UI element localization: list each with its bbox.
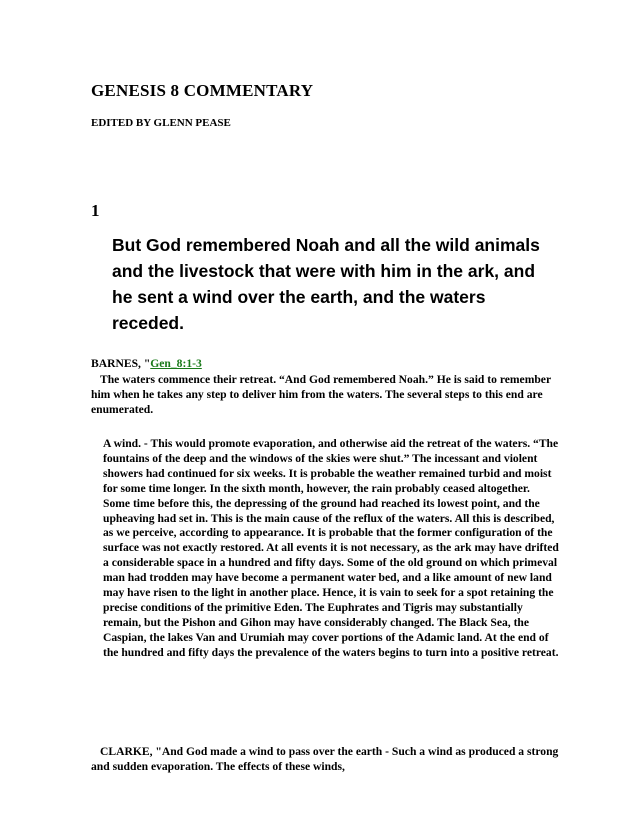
scripture-reference-link[interactable]: Gen_8:1-3 bbox=[150, 357, 202, 370]
barnes-commentary-body bbox=[103, 437, 559, 661]
barnes-body-paragraph: A wind. - This would promote evaporation, and otherwise aid the retreat of the waters. “The fountains of the deep and the windows of the skies were shut.” The incessant and violent showers had continued for six weeks. It is probable the weather remained turbid and moist for some time longer. In the sixth month, however, the rain probably ceased altogether. Some time before this, the depressing of the ground had reached its lowest point, and the upheaving had set in. This is the main cause of the reflux of the waters. All this is described, as we perceive, according to appearance. It is probable that the former configuration of the surface was not exactly restored. At all events it is not necessary, as the ark may have drifted a considerable space in a hundred and fifty days. Some of the old ground on which primeval man had trodden may have become a permanent water bed, and a like amount of new land may have risen to the light in another place. Hence, it is vain to seek for a spot retaining the precise conditions of the primitive Eden. The Euphrates and Tigris may substantially remain, but the Pishon and Gihon may have considerably changed. The Black Sea, the Caspian, the lakes Van and Urumiah may cover portions of the Adamic land. At the end of the hundred and fifty days the prevalence of the waters begins to turn into a positive retreat. bbox=[103, 437, 559, 659]
clarke-commentary bbox=[91, 745, 561, 775]
barnes-heading bbox=[91, 357, 561, 372]
barnes-prefix: BARNES, " bbox=[91, 357, 151, 370]
page-title: GENESIS 8 COMMENTARY bbox=[91, 81, 314, 100]
verse-text: But God remembered Noah and all the wild animals and the livestock that were with him in the ark, and he sent a wind over the earth, and the waters receded. bbox=[112, 235, 540, 333]
clarke-paragraph: CLARKE, "And God made a wind to pass over the earth - Such a wind as produced a strong and sudden evaporation. The effects of these winds, bbox=[91, 745, 559, 773]
editor-credit: EDITED BY GLENN PEASE bbox=[91, 117, 231, 129]
barnes-intro bbox=[91, 373, 561, 418]
barnes-intro-paragraph: The waters commence their retreat. “And God remembered Noah.” He is said to remember him when he takes any step to deliver him from the waters. The several steps to this end are enumerated. bbox=[91, 373, 551, 416]
verse-number: 1 bbox=[91, 201, 100, 220]
